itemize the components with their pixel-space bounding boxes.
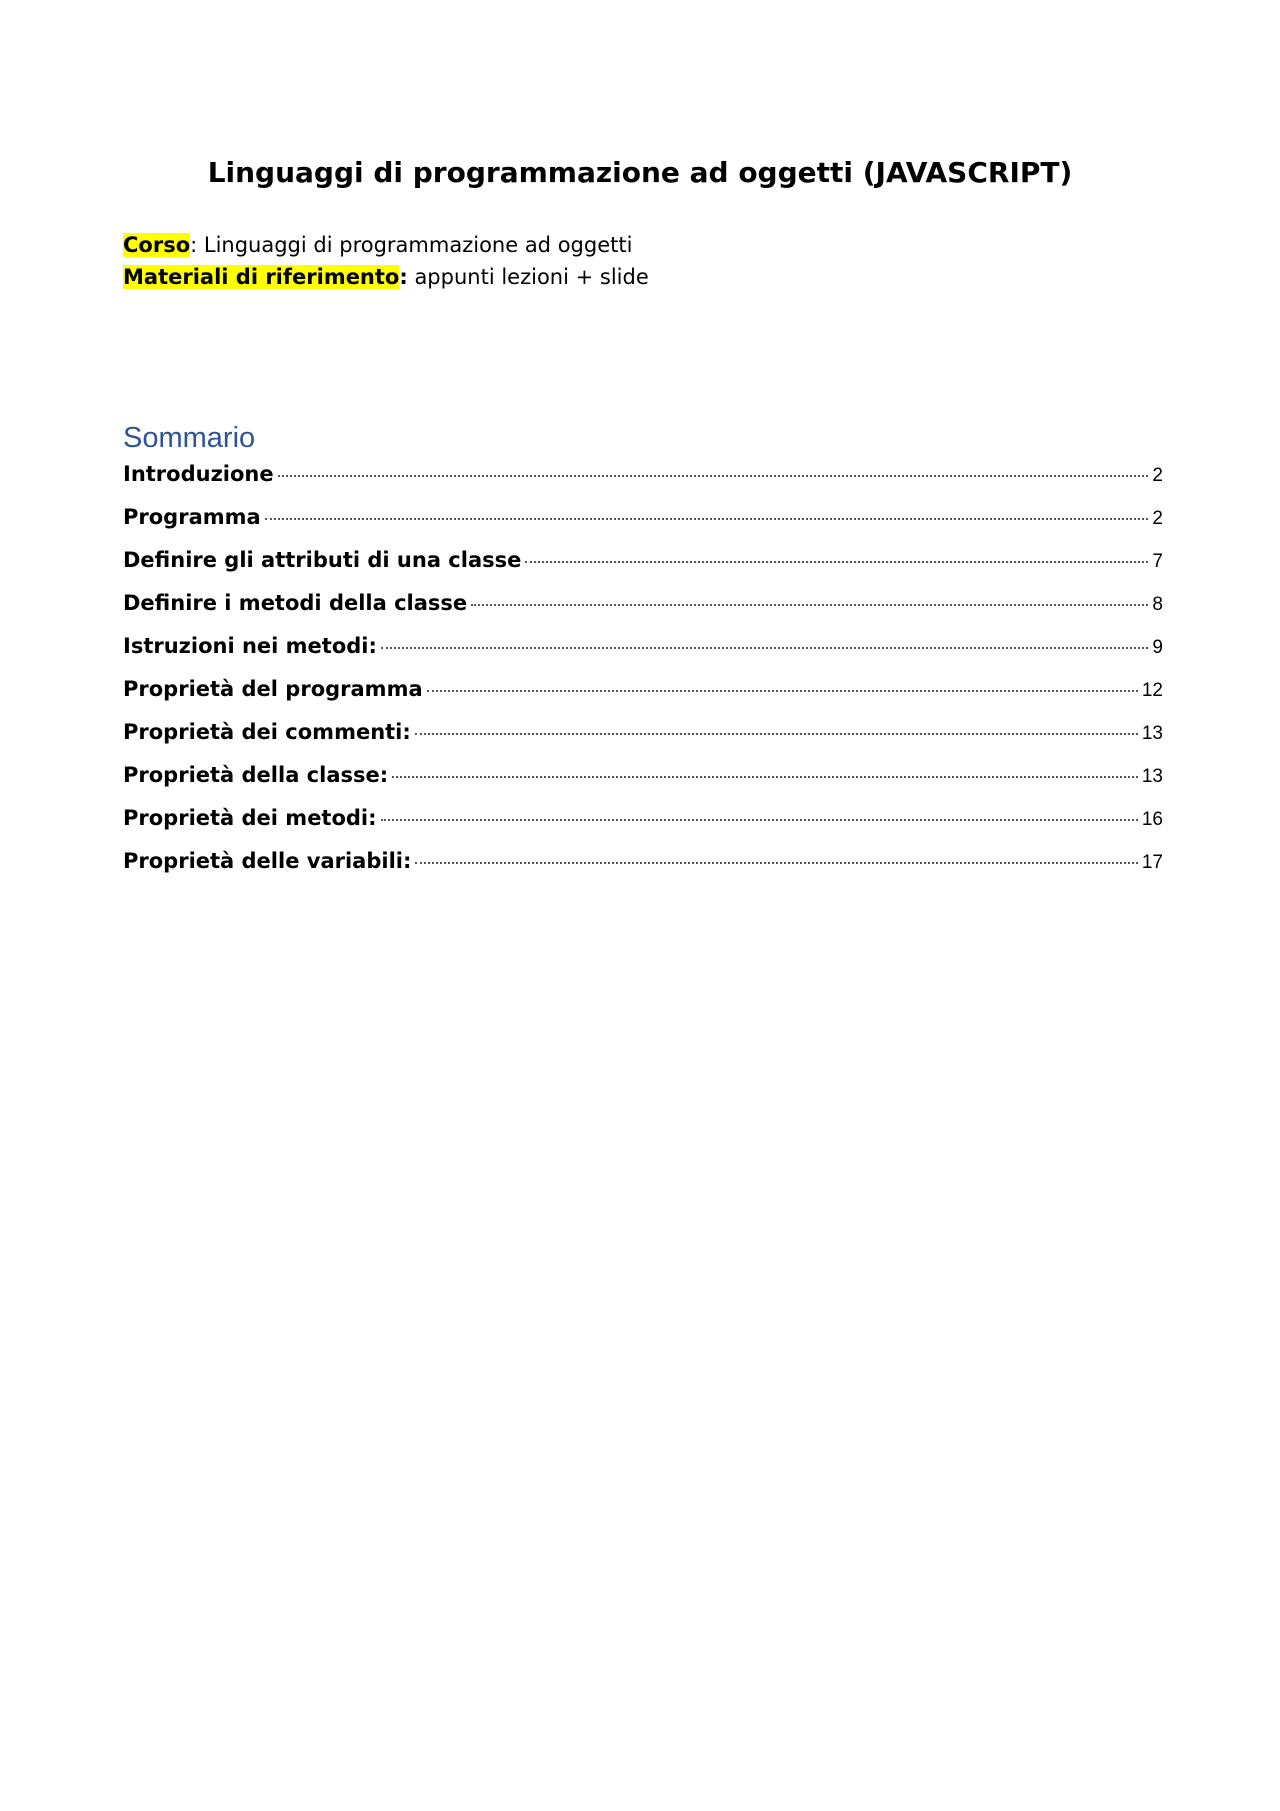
toc-entry-proprieta-programma[interactable] bbox=[123, 677, 1163, 720]
toc-entry-page: 13 bbox=[1141, 723, 1163, 744]
toc-entry-title: Istruzioni nei metodi: bbox=[123, 634, 377, 658]
toc-entry-title: Proprietà della classe: bbox=[123, 763, 389, 787]
toc-entry-definire-attributi[interactable] bbox=[123, 548, 1163, 591]
toc-entry-programma[interactable] bbox=[123, 505, 1163, 548]
toc-entry-page: 16 bbox=[1141, 809, 1163, 830]
toc-entry-proprieta-classe[interactable] bbox=[123, 763, 1163, 806]
materials-separator: : bbox=[399, 265, 408, 289]
table-of-contents bbox=[123, 462, 1163, 892]
toc-dot-leader bbox=[525, 561, 1148, 563]
toc-entry-proprieta-commenti[interactable] bbox=[123, 720, 1163, 763]
toc-entry-page: 9 bbox=[1152, 637, 1163, 658]
course-value: Linguaggi di programmazione ad oggetti bbox=[197, 233, 633, 257]
toc-dot-leader bbox=[381, 819, 1138, 821]
course-label: Corso bbox=[123, 233, 191, 257]
document-meta bbox=[123, 229, 649, 293]
toc-dot-leader bbox=[427, 690, 1138, 692]
materials-label: Materiali di riferimento bbox=[123, 265, 400, 289]
toc-entry-title: Proprietà del programma bbox=[123, 677, 423, 701]
toc-dot-leader bbox=[471, 604, 1148, 606]
toc-entry-page: 13 bbox=[1141, 766, 1163, 787]
toc-entry-title: Introduzione bbox=[123, 462, 274, 486]
toc-entry-title: Programma bbox=[123, 505, 261, 529]
toc-entry-title: Definire i metodi della classe bbox=[123, 591, 468, 615]
toc-dot-leader bbox=[415, 862, 1137, 864]
document-title: Linguaggi di programmazione ad oggetti (JAVASCRIPT) bbox=[207, 156, 1073, 189]
materials-line bbox=[123, 261, 649, 293]
toc-entry-page: 7 bbox=[1152, 551, 1163, 572]
materials-value: appunti lezioni + slide bbox=[407, 265, 649, 289]
toc-entry-proprieta-metodi[interactable] bbox=[123, 806, 1163, 849]
toc-entry-proprieta-variabili[interactable] bbox=[123, 849, 1163, 892]
toc-dot-leader bbox=[265, 518, 1149, 520]
toc-dot-leader bbox=[392, 776, 1138, 778]
toc-entry-page: 17 bbox=[1141, 852, 1163, 873]
toc-entry-title: Proprietà delle variabili: bbox=[123, 849, 412, 873]
toc-dot-leader bbox=[278, 475, 1149, 477]
toc-entry-page: 8 bbox=[1152, 594, 1163, 615]
toc-entry-istruzioni-metodi[interactable] bbox=[123, 634, 1163, 677]
toc-heading: Sommario bbox=[123, 422, 256, 454]
toc-entry-title: Proprietà dei commenti: bbox=[123, 720, 411, 744]
toc-entry-definire-metodi[interactable] bbox=[123, 591, 1163, 634]
toc-entry-title: Proprietà dei metodi: bbox=[123, 806, 377, 830]
course-separator: : bbox=[190, 233, 198, 257]
toc-entry-introduzione[interactable] bbox=[123, 462, 1163, 505]
toc-dot-leader bbox=[381, 647, 1149, 649]
toc-entry-page: 2 bbox=[1152, 465, 1163, 486]
toc-entry-title: Definire gli attributi di una classe bbox=[123, 548, 522, 572]
toc-dot-leader bbox=[415, 733, 1138, 735]
toc-entry-page: 12 bbox=[1141, 680, 1163, 701]
course-line bbox=[123, 229, 649, 261]
toc-entry-page: 2 bbox=[1152, 508, 1163, 529]
